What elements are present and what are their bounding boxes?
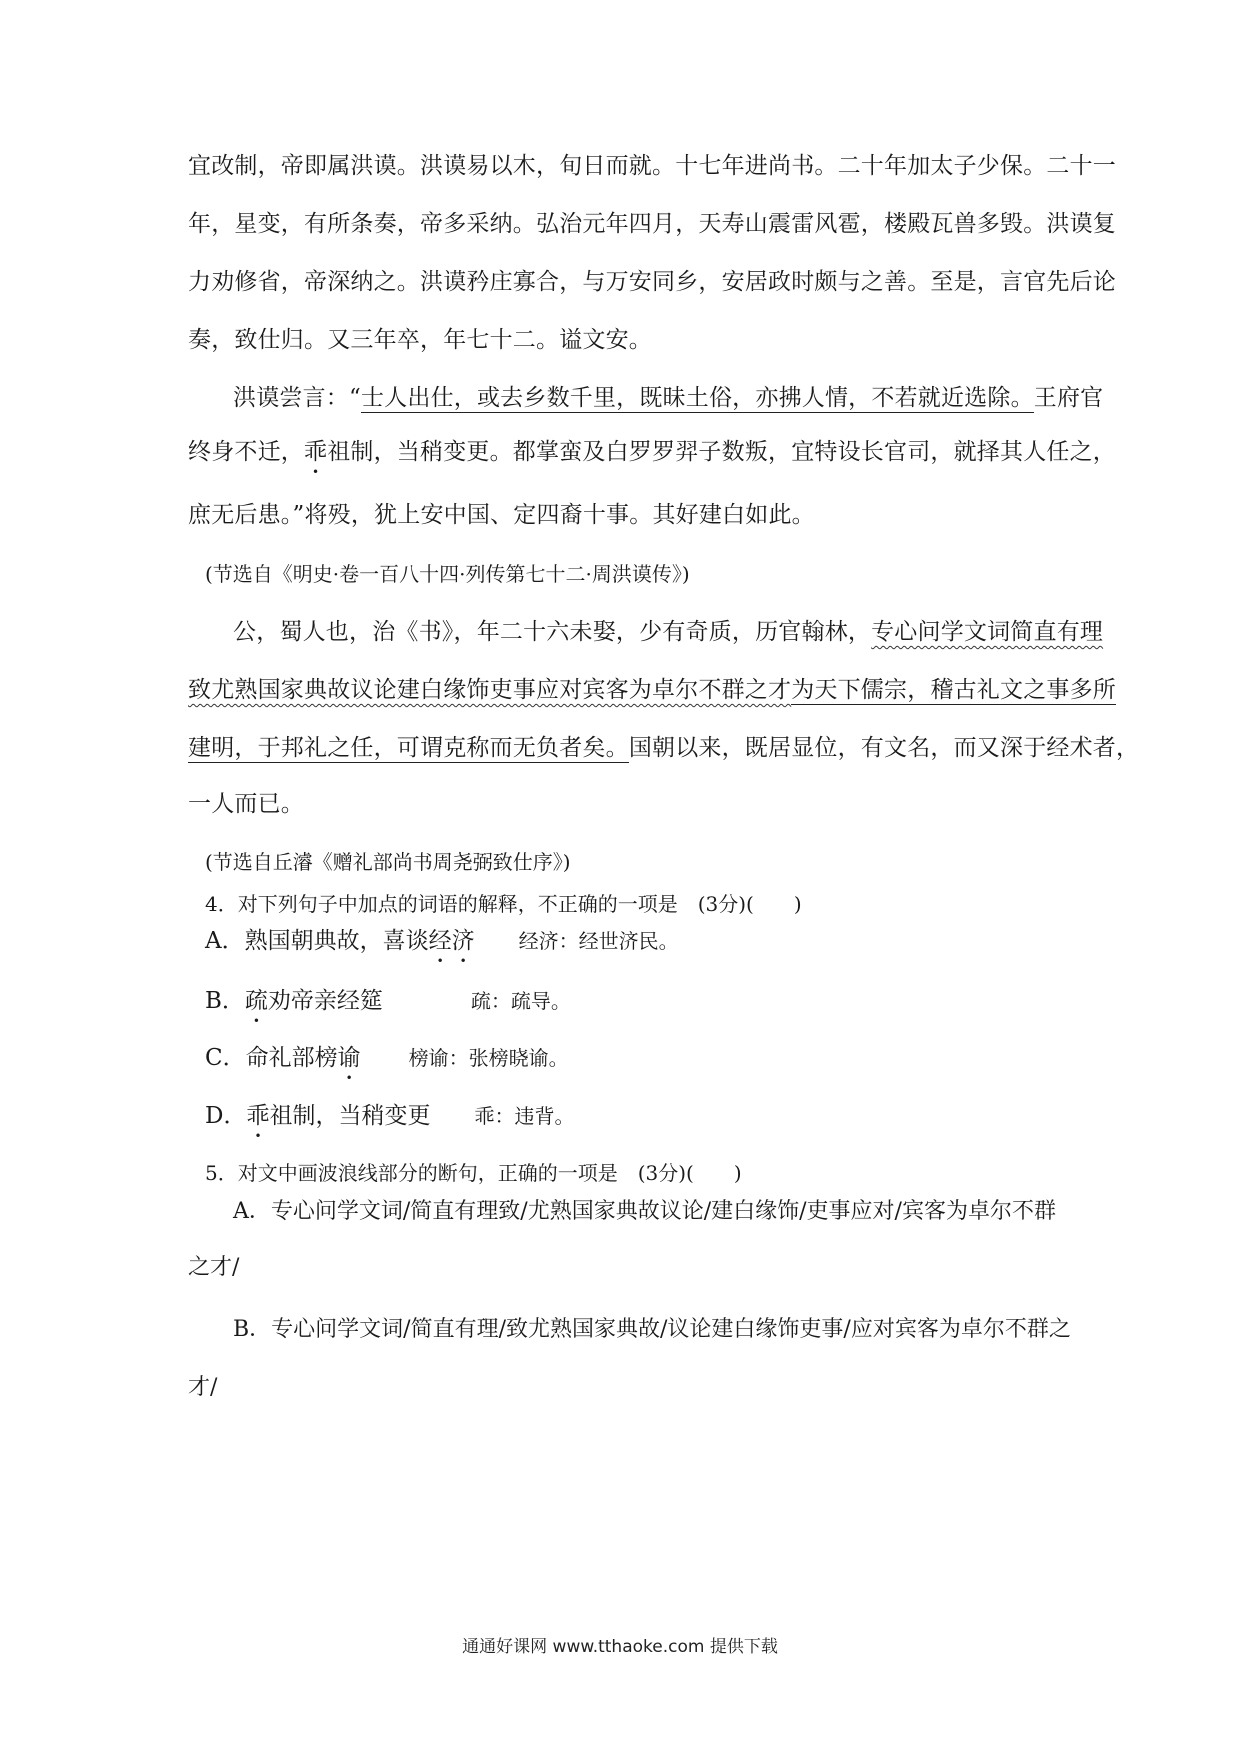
text-span: 公，蜀人也，治《书》，年二十六未娶，少有奇质，历官翰林， (233, 619, 872, 645)
wavy-underlined-text: 专心问学文词简直有理 (871, 619, 1104, 645)
option-label: A． (205, 928, 245, 954)
option-5a-cont: 之才/ (188, 1255, 240, 1280)
passage-line (188, 674, 1117, 706)
option-text: 命礼部榜 (245, 1045, 338, 1071)
option-4c (205, 1042, 1077, 1085)
page-footer: 通通好课网 www.tthaoke.com 提供下载 (462, 1637, 778, 1657)
source-citation: (节选自《明史·卷一百八十四·列传第七十二·周洪谟传》) (205, 562, 690, 586)
passage-line: 庶无后患。”将殁，犹上安中国、定四裔十事。其好建白如此。 (188, 502, 815, 528)
option-label: D． (205, 1103, 247, 1129)
option-4b (205, 985, 1077, 1028)
option-label: C． (205, 1045, 246, 1071)
passage-line: 一人而已。 (188, 791, 304, 817)
passage-line (233, 382, 1104, 414)
option-5b: B．专心问学文词/简直有理/致尤熟国家典故/议论建白缘饰吏事/应对宾客为卓尔不群之 (233, 1317, 1071, 1342)
text-span: 洪谟尝言：“ (233, 385, 361, 411)
passage-line (233, 616, 1104, 648)
option-label: B． (205, 988, 245, 1014)
underlined-sentence: 建明，于邦礼之任，可谓克称而无负者矣。 (188, 735, 629, 761)
option-4d (205, 1100, 1077, 1143)
question-5-stem: 5．对文中画波浪线部分的断句，正确的一项是 (3分)( ) (205, 1161, 742, 1185)
question-4-stem: 4．对下列句子中加点的词语的解释，不正确的一项是 (3分)( ) (205, 892, 802, 916)
dotted-word: 乖 (304, 439, 328, 465)
wavy-underlined-text: 致尤熟国家典故议论建白缘饰吏事应对宾客为卓尔不群之才 (188, 677, 792, 703)
option-5a: A．专心问学文词/简直有理致/尤熟国家典故议论/建白缘饰/吏事应对/宾客为卓尔不群 (233, 1199, 1056, 1224)
dotted-word: 乖 (246, 1103, 270, 1129)
passage-line (188, 436, 1117, 479)
dotted-word: 济 (451, 928, 475, 954)
passage-line: 奏，致仕归。又三年卒，年七十二。谥文安。 (188, 327, 652, 353)
option-text: 祖制，当稍变更 (269, 1103, 431, 1129)
option-explanation: 榜谕：张榜晓谕。 (408, 1046, 569, 1070)
option-explanation: 疏：疏导。 (470, 989, 571, 1013)
text-span: 国朝以来，既居显位，有文名，而又深于经术者， (628, 735, 1140, 761)
text-span: 王府官 (1033, 385, 1104, 411)
dotted-word: 疏 (244, 988, 268, 1014)
passage-line: 宜改制，帝即属洪谟。洪谟易以木，旬日而就。十七年进尚书。二十年加太子少保。二十一 (188, 153, 1116, 179)
text-span: 祖制，当稍变更。都掌蛮及白罗罗羿子数叛，宜特设长官司，就择其人任之， (327, 439, 1117, 465)
dotted-word: 谕 (337, 1045, 361, 1071)
option-explanation: 乖：违背。 (474, 1104, 575, 1128)
passage-line: 年，星变，有所条奏，帝多采纳。弘治元年四月，天寿山震雷风雹，楼殿瓦兽多毁。洪谟复 (188, 211, 1116, 237)
option-4a (205, 925, 1077, 968)
passage-line: 力劝修省，帝深纳之。洪谟矜庄寡合，与万安同乡，安居政时颇与之善。至是，言官先后论 (188, 269, 1116, 295)
option-5b-cont: 才/ (188, 1375, 218, 1400)
passage-line (188, 732, 1140, 764)
text-span: 终身不迁， (188, 439, 304, 465)
underlined-sentence: 士人出仕，或去乡数千里，既昧土俗，亦拂人情，不若就近选除。 (360, 385, 1034, 411)
underlined-sentence: 为天下儒宗，稽古礼文之事多所 (791, 677, 1117, 703)
dotted-word: 经 (428, 928, 452, 954)
option-text: 熟国朝典故，喜谈 (244, 928, 429, 954)
option-explanation: 经济：经世济民。 (518, 929, 679, 953)
option-text: 劝帝亲经筵 (267, 988, 383, 1014)
source-citation: (节选自丘濬《赠礼部尚书周尧弼致仕序》) (205, 850, 571, 874)
